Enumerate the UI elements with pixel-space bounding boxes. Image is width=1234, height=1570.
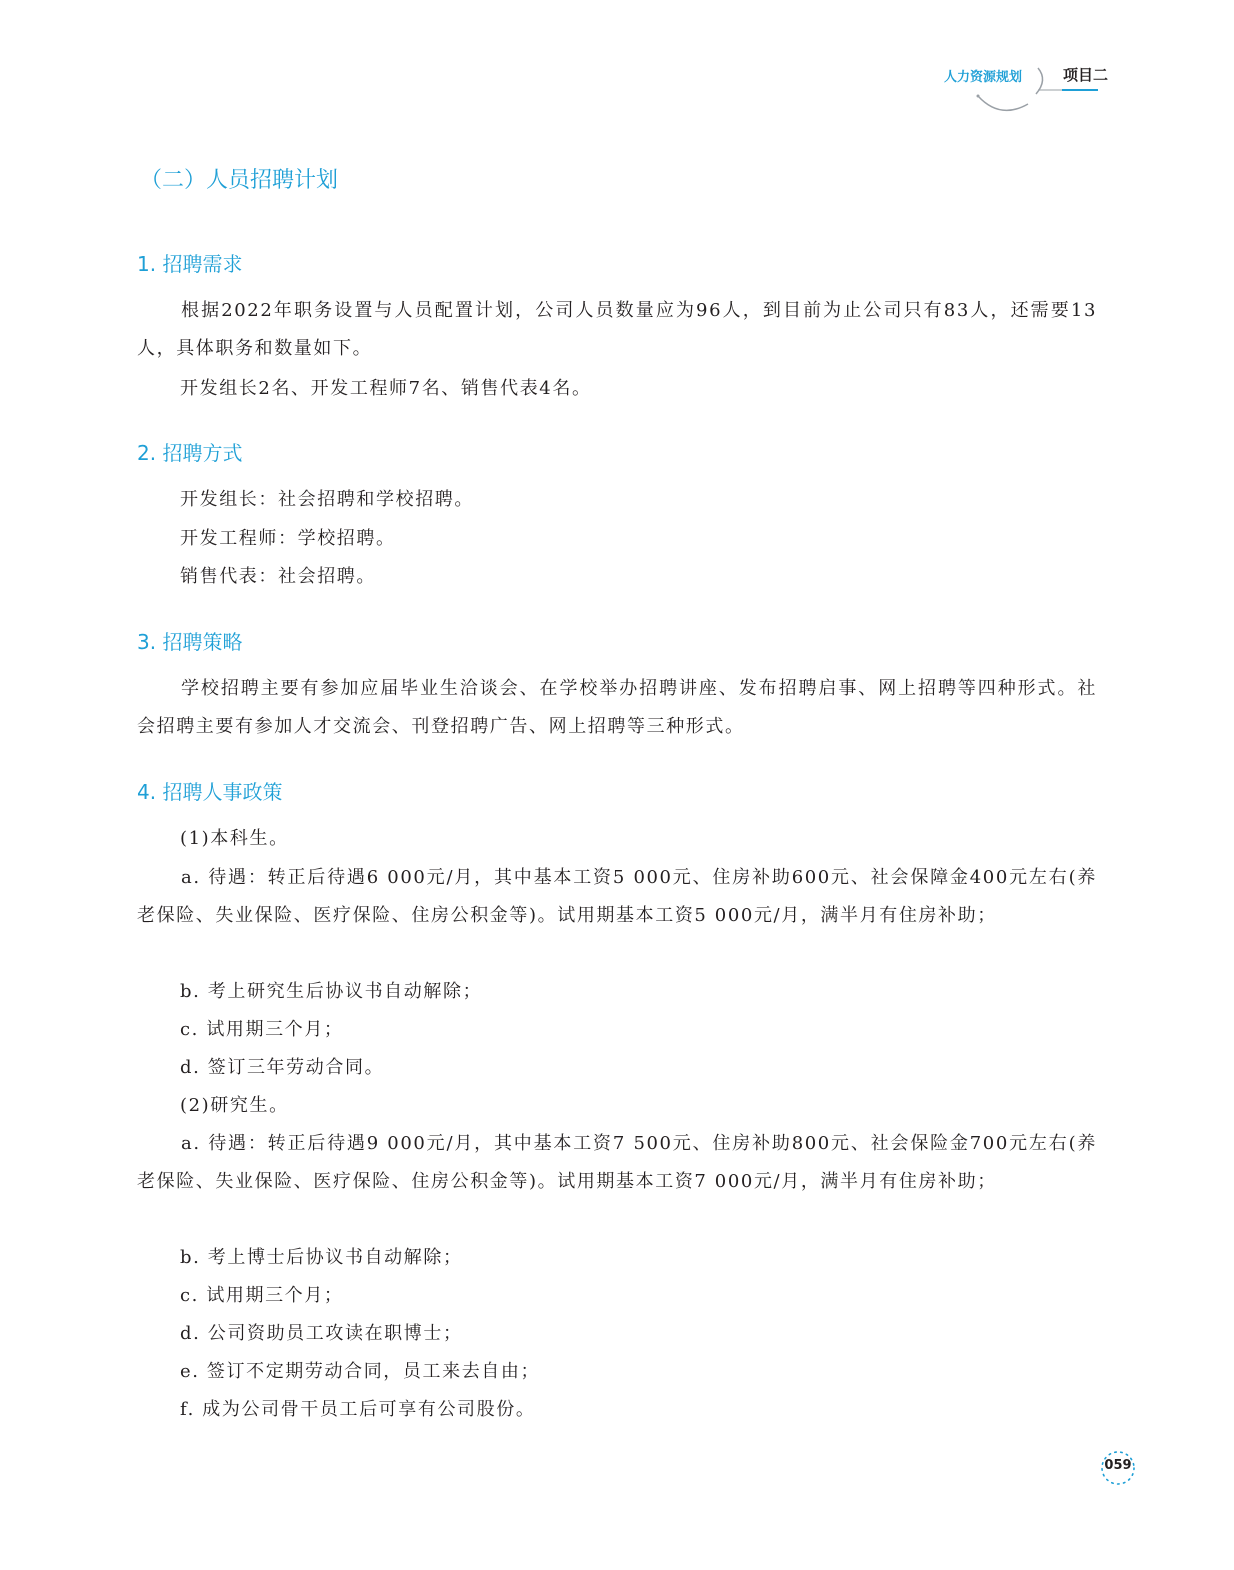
heading-recruit-methods: 2. 招聘方式 [137,441,243,465]
page-number: 059 [1104,1458,1132,1473]
heading-recruit-strategy: 3. 招聘策略 [137,630,243,654]
header-chapter-subtitle: 人力资源规划 [944,70,1023,85]
demand-positions: 开发组长2名、开发工程师7名、销售代表4名。 [180,378,592,399]
method-item: 销售代表：社会招聘。 [180,566,376,587]
policy-grad-item: c. 试用期三个月； [180,1285,344,1306]
method-item: 开发组长：社会招聘和学校招聘。 [180,489,474,510]
policy-undergrad-item: b. 考上研究生后协议书自动解除； [180,981,483,1002]
page-number-badge [1098,1448,1138,1488]
demand-paragraph: 根据2022年职务设置与人员配置计划，公司人员数量应为96人，到目前为止公司只有83人，还需要13人，具体职务和数量如下。 [137,300,1097,359]
strategy-paragraph: 学校招聘主要有参加应届毕业生洽谈会、在学校举办招聘讲座、发布招聘启事、网上招聘等四种形式。社会招聘主要有参加人才交流会、刊登招聘广告、网上招聘等三种形式。 [137,678,1097,737]
policy-grad-item: e. 签订不定期劳动合同，员工来去自由； [180,1361,541,1382]
policy-undergrad-item: c. 试用期三个月； [180,1019,344,1040]
policy-grad-heading: (2)研究生。 [180,1095,289,1116]
method-item: 开发工程师：学校招聘。 [180,528,396,549]
header-project-label: 项目二 [1063,66,1109,84]
policy-undergrad-heading: (1)本科生。 [180,828,289,849]
heading-recruit-demand: 1. 招聘需求 [137,252,243,276]
policy-undergrad-item: d. 签订三年劳动合同。 [180,1057,385,1078]
policy-grad-item: d. 公司资助员工攻读在职博士； [180,1323,463,1344]
heading-recruit-policy: 4. 招聘人事政策 [137,780,283,804]
running-header [930,58,1130,122]
policy-grad-salary: a. 待遇：转正后待遇9 000元/月，其中基本工资7 500元、住房补助800元、社会保险金700元左右(养老保险、失业保险、医疗保险、住房公积金等)。试用期基本工资7 000元/月，满半月有住房补助； [137,1133,1097,1192]
policy-grad-item: b. 考上博士后协议书自动解除； [180,1247,463,1268]
policy-undergrad-salary: a. 待遇：转正后待遇6 000元/月，其中基本工资5 000元、住房补助600元、社会保障金400元左右(养老保险、失业保险、医疗保险、住房公积金等)。试用期基本工资5 000元/月，满半月有住房补助； [137,867,1097,926]
section-title: （二）人员招聘计划 [140,168,339,193]
policy-grad-item: f. 成为公司骨干员工后可享有公司股份。 [180,1399,536,1420]
